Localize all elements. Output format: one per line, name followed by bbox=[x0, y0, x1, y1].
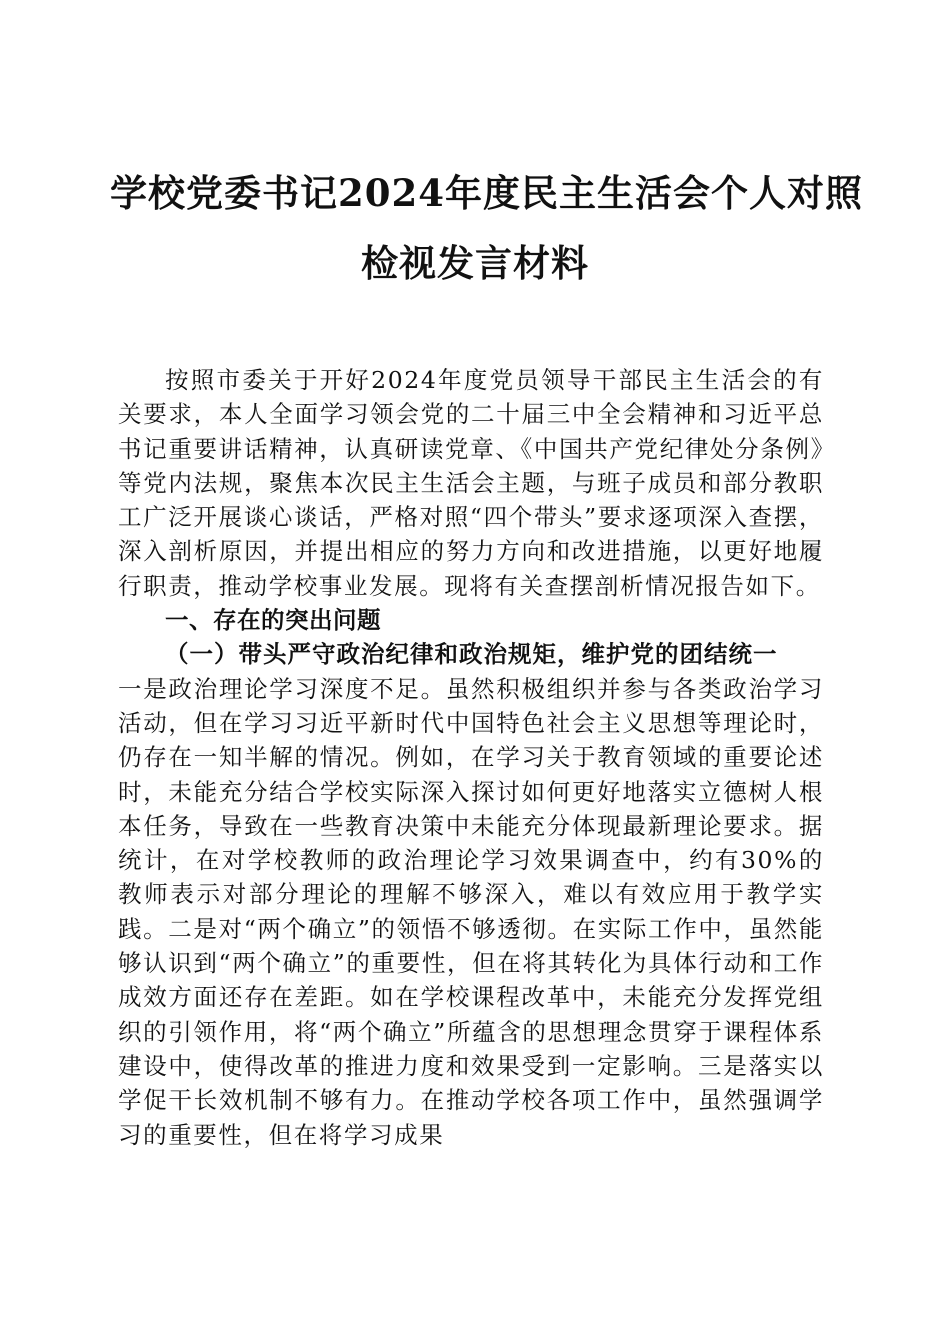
intro-paragraph: 按照市委关于开好2024年度党员领导干部民主生活会的有关要求，本人全面学习领会党的二十届三中全会精神和习近平总书记重要讲话精神，认真研读党章、《中国共产党纪律处分条例》等党内法规，聚焦本次民主生活会主题，与班子成员和部分教职工广泛开展谈心谈话，严格对照“四个带头”要求逐项深入查摆，深入剖析原因，并提出相应的努力方向和改进措施，以更好地履行职责，推动学校事业发展。现将有关查摆剖析情况报告如下。 bbox=[118, 366, 824, 600]
document-title-line-1: 学校党委书记2024年度民主生活会个人对照 bbox=[110, 171, 863, 215]
subsection-heading: （一）带头严守政治纪律和政治规矩，维护党的团结统一 bbox=[165, 640, 778, 669]
document-title-line-2: 检视发言材料 bbox=[361, 241, 589, 285]
subsection-paragraph: 一是政治理论学习深度不足。虽然积极组织并参与各类政治学习活动，但在学习习近平新时代中国特色社会主义思想等理论时，仍存在一知半解的情况。例如，在学习关于教育领域的重要论述时，未能充分结合学校实际深入探讨如何更好地落实立德树人根本任务，导致在一些教育决策中未能充分体现最新理论要求。据统计，在对学校教师的政治理论学习效果调查中，约有30%的教师表示对部分理论的理解不够深入，难以有效应用于教学实践。二是对“两个确立”的领悟不够透彻。在实际工作中，虽然能够认识到“两个确立”的重要性，但在将其转化为具体行动和工作成效方面还存在差距。如在学校课程改革中，未能充分发挥党组织的引领作用，将“两个确立”所蕴含的思想理念贯穿于课程体系建设中，使得改革的推进力度和效果受到一定影响。三是落实以学促干长效机制不够有力。在推动学校各项工作中，虽然强调学习的重要性，但在将学习成果 bbox=[118, 674, 824, 1149]
document-body bbox=[118, 363, 824, 1152]
section-heading: 一、存在的突出问题 bbox=[165, 606, 381, 635]
